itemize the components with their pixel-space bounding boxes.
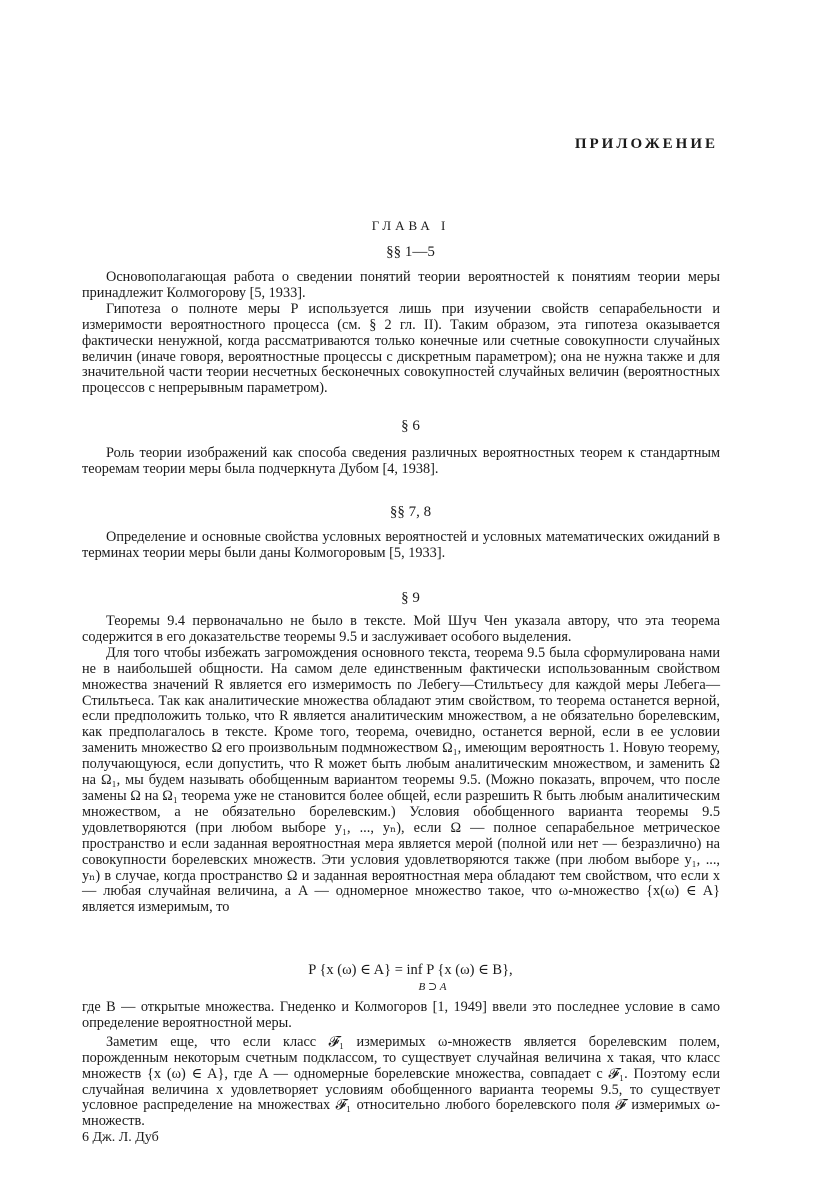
paragraph: где B — открытые множества. Гнеденко и Колмогоров [1, 1949] ввели это последнее условие в само определение вероятностной меры. — [82, 999, 720, 1031]
paragraph: Заметим еще, что если класс 𝓕₁ измеримых ω-множеств является борелевским полем, порожденным некоторым счетным подклассом, то существует случайная величина x такая, что класс множеств {x (ω) ∈ A}, где A — одномерные борелевские множества, совпадает с 𝓕₁. Поэтому если случайная величина x удовлетворяет условиям обобщенного варианта теоремы 9.5, то существует условное распределение на множествах 𝓕₁ относительно любого борелевского поля 𝓕 измеримых ω-множеств. — [82, 1033, 720, 1130]
formula-subscript: B ⊃ A — [418, 981, 447, 993]
section-7-8-body — [82, 530, 720, 562]
section-title-1-5: §§ 1—5 — [386, 244, 435, 260]
chapter-title: ГЛАВА I — [371, 218, 450, 233]
page-footer-signature: 6 Дж. Л. Дуб — [82, 1130, 159, 1145]
section-6-body — [82, 446, 720, 478]
paragraph: Роль теории изображений как способа сведения различных вероятностных теорем к стандартным теоремам теории меры была подчеркнута Дубом [4, 1938]. — [82, 445, 720, 477]
section-title-9: § 9 — [401, 590, 420, 606]
section-title-7-8: §§ 7, 8 — [389, 504, 432, 520]
paragraph: Теоремы 9.4 первоначально не было в тексте. Мой Шуч Чен указала автору, что эта теорема содержится в его доказательстве теоремы 9.5 и заслуживает особого выделения. — [82, 613, 720, 645]
paragraph: Определение и основные свойства условных вероятностей и условных математических ожиданий в терминах теории меры были даны Колмогоровым [5, 1933]. — [82, 529, 720, 561]
paragraph: Основополагающая работа о сведении понятий теории вероятностей к понятиям теории меры принадлежит Колмогорову [5, 1933]. — [82, 269, 720, 301]
section-1-5-body — [82, 270, 720, 397]
appendix-title: ПРИЛОЖЕНИЕ — [574, 136, 718, 152]
after-formula-body — [82, 1000, 720, 1130]
formula-main: P {x (ω) ∈ A} = inf P {x (ω) ∈ B}, — [308, 962, 513, 978]
section-title-6: § 6 — [401, 418, 420, 434]
formula — [0, 962, 821, 993]
paragraph: Гипотеза о полноте меры P используется лишь при изучении свойств сепарабельности и измеримости вероятностного процесса (см. § 2 гл. II). Таким образом, эта гипотеза оказывается фактически ненужной, когда рассматриваются только конечные или счетные совокупности случайных величин (иначе говоря, вероятностные процессы с дискретным параметром); она не нужна также и для значительной части теории несчетных бесконечных совокупностей случайных величин (вероятностных процессов с непрерывным параметром). — [82, 300, 720, 397]
paragraph: Для того чтобы избежать загромождения основного текста, теорема 9.5 была сформулирована нами не в наибольшей общности. На самом деле единственным фактически использованным свойством множества значений R является его измеримость по Лебегу—Стильтьесу для каждой меры Лебега—Стильтьеса. Так как аналитические множества обладают этим свойством, то теорема останется верной, если предположить только, что R является аналитическим множеством, а не обязательно борелевским, как предполагалось в тексте. Кроме того, теорема, очевидно, останется верной, если в ее условии заменить множество Ω его произвольным подмножеством Ω₁, имеющим вероятность 1. Новую теорему, получающуюся, если допустить, что R может быть любым аналитическим множеством, и заменить Ω на Ω₁, мы будем называть обобщенным вариантом теоремы 9.5. (Можно показать, впрочем, что после замены Ω на Ω₁ теорема уже не становится более общей, если разрешить R быть любым аналитическим множеством, а не обязательно борелевским.) Условия обобщенного варианта теоремы 9.5 удовлетворяются (при любом выборе y₁, ..., yₙ), если Ω — полное сепарабельное метрическое пространство и если заданная вероятностная мера является мерой (полной или нет — безразлично) на совокупности борелевских множеств. Эти условия удовлетворяются также (при любом выборе y₁, ..., yₙ) в случае, когда пространство Ω и заданная вероятностная мера обладают тем свойством, что если x — любая случайная величина, а A — одномерное множество такое, что ω-множество {x(ω) ∈ A} является измеримым, то — [82, 644, 720, 916]
section-9-body — [82, 614, 720, 916]
